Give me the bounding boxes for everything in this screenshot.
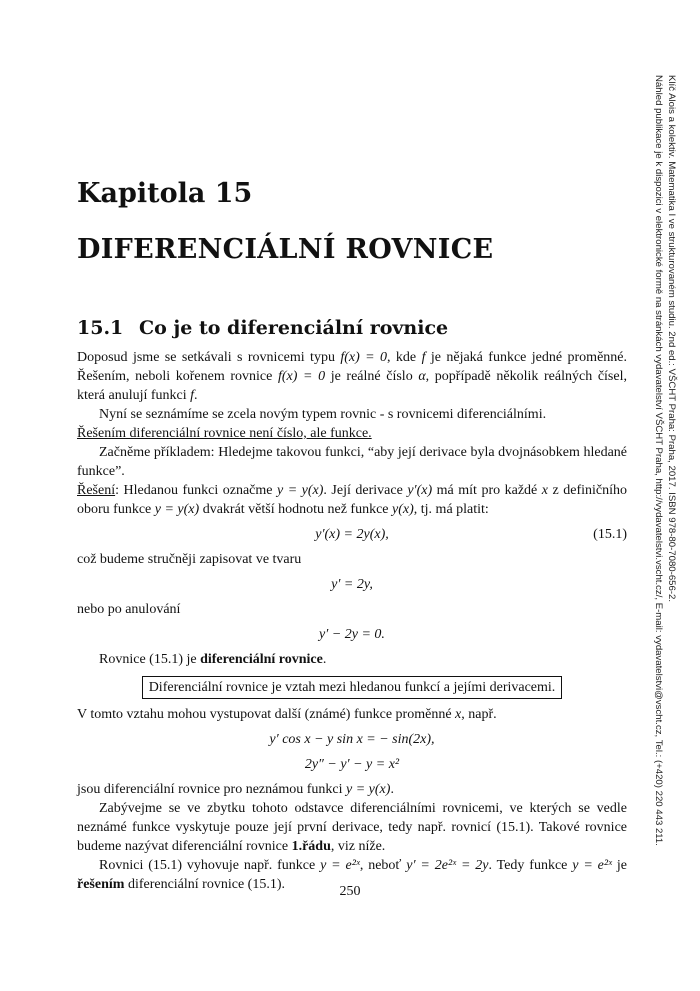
text-run: , popřípadě několik reálných čísel, která anulují funkci — [77, 369, 627, 403]
text-run: Rovnice (15.1) je — [99, 652, 201, 667]
text-run: V tomto vztahu mohou vystupovat další (známé) funkce proměnné — [77, 707, 456, 722]
paragraph-zeroed: nebo po anulování — [77, 602, 181, 617]
equation-15-1 — [77, 525, 627, 544]
side-note-preview-info: Náhled publikace je k dispozici v elektronické formě na stránkách vydavatelství VŠCHT Praha, http://vydavatelstvi.vscht.cz/, E-mail: vydavatelstvi@vscht.cz, Tel.: (+420) 220 443 211. — [653, 75, 664, 846]
paragraph-example: Začněme příkladem: Hledejme takovou funkci, “aby její derivace byla dvojnásobkem hledané funkce”. — [77, 445, 627, 479]
paragraph-solution — [77, 481, 627, 519]
text-run: . — [322, 652, 327, 667]
math-inline: y = y(x) — [346, 782, 391, 797]
bold-term: diferenciální rovnice — [200, 652, 323, 667]
text-run: , neboť — [359, 858, 407, 873]
side-note-citation: Klíč Alois a kolektiv. Matematika I ve strukturovaném studiu. 2nd ed.: VŠCHT Praha: Praha, 2017. ISBN 978-80-7080-656-2. — [666, 75, 677, 603]
math-inline: x — [541, 483, 548, 498]
math-inline: y′ = 2e²ˣ = 2y — [406, 858, 489, 873]
body-text — [77, 348, 627, 894]
paragraph-are-de — [77, 780, 627, 799]
text-run: z definičního oboru funkce — [77, 483, 627, 517]
text-run: . Tedy funkce — [488, 858, 573, 873]
section-heading — [77, 317, 448, 339]
math-inline: f(x) = 0 — [340, 350, 388, 365]
section-title: Co je to diferenciální rovnice — [139, 317, 449, 339]
math-inline: y′(x) — [407, 483, 433, 498]
math-inline: y = y(x) — [276, 483, 324, 498]
math-inline: y = e²ˣ — [572, 858, 613, 873]
text-run: Nyní se seznámíme se zcela novým typem rovnic - s rovnicemi diferenciálními. — [99, 407, 547, 422]
equation-short: y′ = 2y, — [331, 577, 373, 592]
math-inline: y = e²ˣ — [320, 858, 360, 873]
text-run: Zabývejme se ve zbytku tohoto odstavce diferenciálními rovnicemi, ve kterých se vedle neznámé funkce vyskytuje pouze její první derivace, tedy např. rovnicí (15.1). Takové rovnice budeme nazývat diferenciální rovnice — [77, 801, 627, 854]
math-inline: f — [190, 388, 195, 403]
text-run: , tj. má platit: — [413, 502, 489, 517]
chapter-label: Kapitola 15 — [77, 178, 253, 209]
text-run: jsou diferenciální rovnice pro neznámou funkci — [77, 782, 347, 797]
equation-zeroed: y′ − 2y = 0. — [319, 627, 385, 642]
text-run: . — [390, 782, 394, 797]
text-run: je nějaká funkce jedné proměnné. Řešením, neboli kořenem rovnice — [77, 350, 627, 384]
text-run: Doposud jsme se setkávali s rovnicemi typu — [77, 350, 341, 365]
math-inline: y(x) — [392, 502, 414, 517]
equation-example-2: 2y″ − y′ − y = x² — [304, 757, 400, 772]
math-inline: α — [418, 369, 426, 384]
chapter-title: DIFERENCIÁLNÍ ROVNICE — [77, 234, 494, 265]
text-run: . Její derivace — [323, 483, 408, 498]
text-run: : Hledanou funkci označme — [115, 483, 277, 498]
bold-term: 1.řádu — [291, 839, 331, 854]
paragraph-solution-note — [77, 424, 627, 443]
definition-box-wrap — [77, 676, 627, 699]
side-note-text — [652, 75, 678, 975]
equation-expression: y′(x) = 2y(x), — [315, 527, 389, 542]
section-number: 15.1 — [77, 317, 124, 339]
definition-box: Diferenciální rovnice je vztah mezi hledanou funkcí a jejími derivacemi. — [142, 676, 563, 699]
text-run: dvakrát větší hodnotu než funkce — [199, 502, 393, 517]
text-run: Rovnici (15.1) vyhovuje např. funkce — [99, 858, 321, 873]
bold-term: řešením — [77, 877, 125, 892]
solution-label: Řešení — [77, 483, 116, 498]
paragraph-first-order — [77, 799, 627, 856]
text-run: diferenciální rovnice (15.1). — [124, 877, 285, 892]
text-run: , viz níže. — [330, 839, 386, 854]
text-run: , např. — [461, 707, 497, 722]
math-inline: f — [421, 350, 426, 365]
paragraph-new-type — [77, 405, 627, 424]
math-inline: f(x) = 0 — [277, 369, 326, 384]
text-run: je — [612, 858, 627, 873]
equation-tag: (15.1) — [593, 527, 627, 542]
math-inline: x — [455, 707, 462, 722]
paragraph-relation — [77, 705, 627, 724]
math-inline: y = y(x) — [154, 502, 200, 517]
paragraph-intro — [77, 348, 627, 405]
text-run: . — [194, 388, 198, 403]
page-number: 250 — [339, 884, 361, 899]
text-run: , kde — [387, 350, 422, 365]
paragraph-shorter: což budeme stručněji zapisovat ve tvaru — [77, 552, 302, 567]
paragraph-is-de — [77, 650, 627, 669]
side-note — [653, 75, 677, 975]
underlined-text: Řešením diferenciální rovnice není číslo, ale funkce. — [77, 426, 372, 441]
text-run: má mít pro každé — [432, 483, 542, 498]
equation-example-1: y′ cos x − y sin x = − sin(2x), — [269, 732, 435, 747]
text-run: je reálné číslo — [325, 369, 419, 384]
